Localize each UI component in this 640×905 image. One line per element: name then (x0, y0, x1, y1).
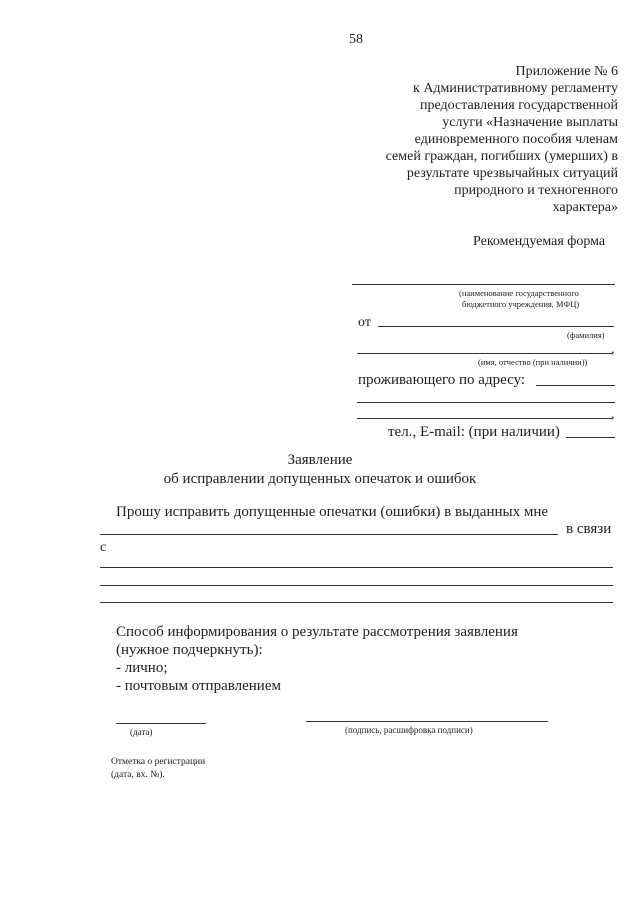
address-label: проживающего по адресу: (358, 372, 526, 388)
institution-caption: бюджетного учреждения, МФЦ) (462, 299, 580, 309)
appendix-line: единовременного пособия членам (414, 132, 618, 147)
phone-label: тел., E-mail: (при наличии) (388, 424, 560, 440)
date-caption: (дата) (130, 727, 153, 737)
comma: , (611, 342, 615, 357)
registration-line: (дата, вх. №). (111, 770, 165, 780)
statement-body: Прошу исправить допущенные опечатки (ошибки) в выданных мне (116, 504, 549, 520)
notification-option-mail[interactable]: - почтовым отправлением (116, 678, 281, 694)
statement-subtitle: об исправлении допущенных опечаток и ошибок (163, 471, 477, 487)
phone-field[interactable] (566, 437, 615, 438)
appendix-line: предоставления государственной (419, 98, 618, 113)
notification-option-in-person[interactable]: - лично; (116, 660, 168, 676)
address-field-3[interactable] (357, 418, 612, 419)
appendix-line: семей граждан, погибших (умерших) в (385, 149, 618, 164)
in-connection-text: в связи (566, 521, 612, 537)
statement-title: Заявление (287, 452, 353, 468)
appendix-title: Приложение № 6 (515, 64, 618, 79)
name-field[interactable] (357, 353, 612, 354)
reason-field-2[interactable] (100, 585, 613, 586)
recommended-form-label: Рекомендуемая форма (473, 234, 606, 249)
registration-mark (111, 756, 205, 782)
institution-caption: (наименование государственного (459, 288, 579, 298)
address-field-2[interactable] (357, 402, 615, 403)
notification-line: Способ информирования о результате рассмотрения заявления (116, 624, 518, 640)
signature-field[interactable] (306, 721, 548, 722)
appendix-line: результате чрезвычайных ситуаций (406, 166, 618, 181)
from-label: от (358, 315, 371, 330)
appendix-line: природного и техногенного (454, 183, 618, 198)
signature-caption: (подпись, расшифровка подписи) (345, 725, 473, 735)
document-field[interactable] (100, 534, 558, 535)
address-field[interactable] (536, 385, 615, 386)
appendix-line: к Административному регламенту (413, 81, 618, 96)
institution-field[interactable] (352, 284, 615, 285)
surname-field[interactable] (378, 326, 614, 327)
page-number: 58 (349, 32, 363, 47)
reason-field-3[interactable] (100, 602, 613, 603)
name-caption: (имя, отчество (при наличии)) (478, 357, 588, 367)
date-field[interactable] (116, 723, 206, 724)
comma: , (611, 407, 615, 422)
appendix-line: характера» (552, 200, 618, 215)
notification-line: (нужное подчеркнуть): (116, 642, 263, 658)
with-text: с (100, 540, 107, 555)
reason-field-1[interactable] (100, 567, 613, 568)
surname-caption: (фамилия) (567, 330, 605, 340)
registration-line: Отметка о регистрации (111, 757, 206, 767)
appendix-block (298, 63, 618, 216)
appendix-line: услуги «Назначение выплаты (442, 115, 618, 130)
